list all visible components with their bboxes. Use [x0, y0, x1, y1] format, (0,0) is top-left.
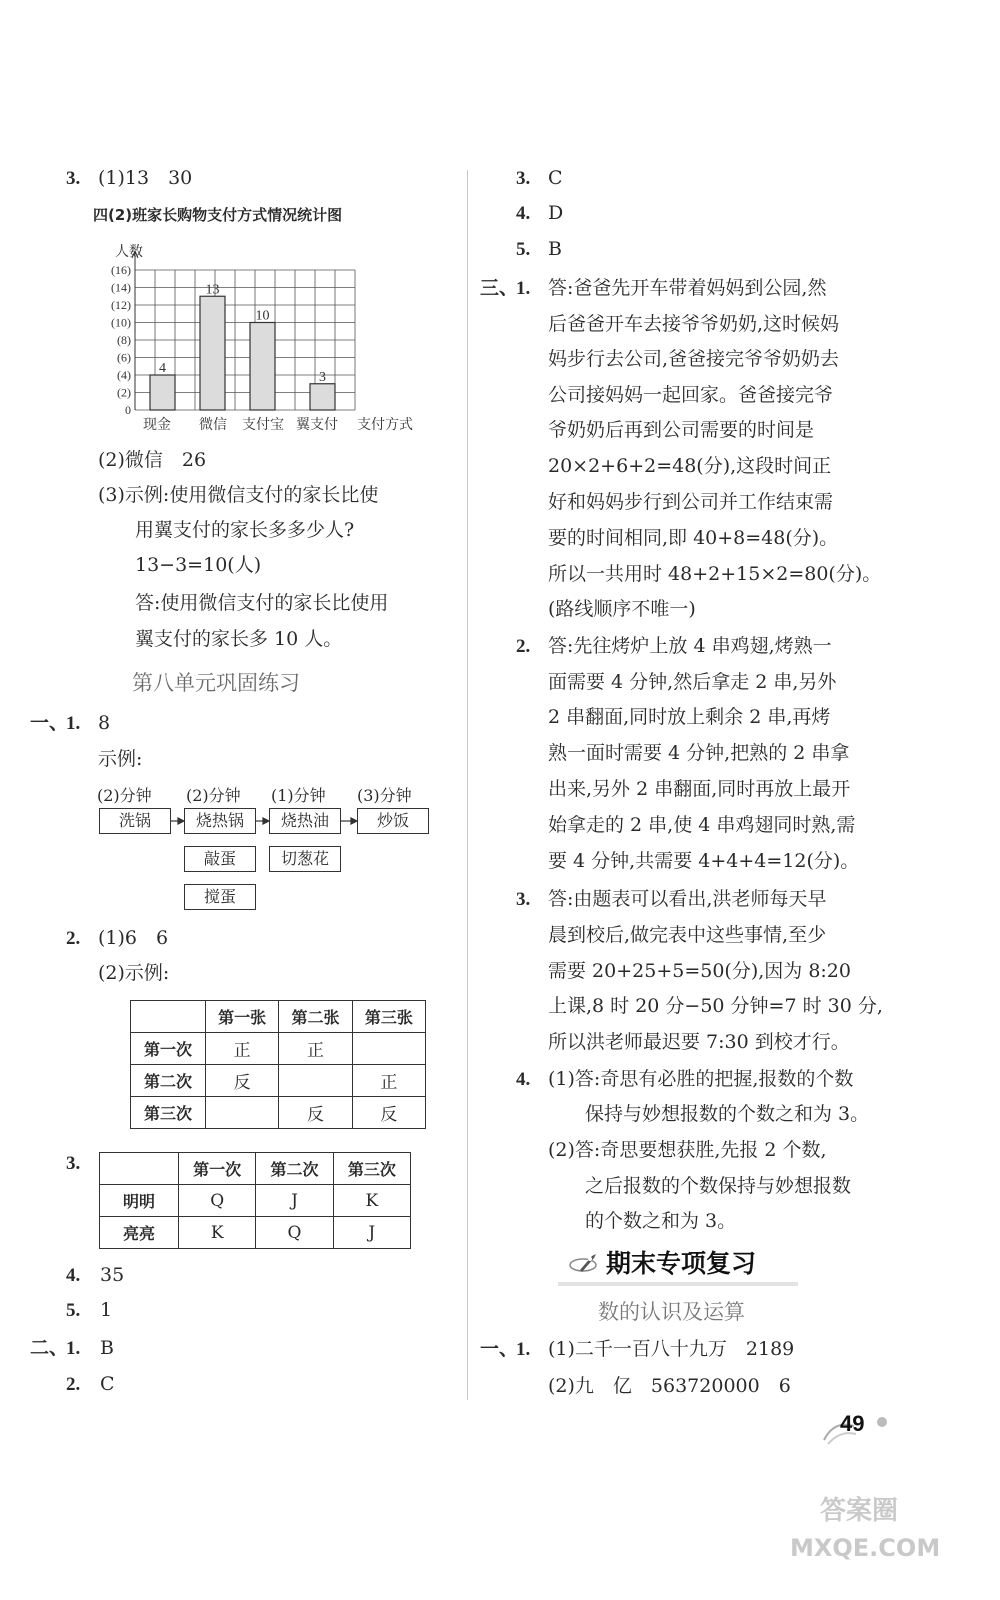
flow-step-chop-scallion: 切葱花	[269, 846, 341, 872]
table-header: 第一张	[206, 1001, 279, 1033]
table-cell	[131, 1001, 206, 1033]
section-banner: 期末专项复习	[606, 1249, 757, 1278]
question-2-example-label: (2)示例:	[98, 962, 170, 984]
table-cell	[100, 1153, 179, 1185]
right-question-5-number: 5.	[516, 239, 531, 260]
column-divider	[467, 170, 468, 1400]
table-row	[131, 1097, 426, 1129]
rocket-icon	[568, 1248, 604, 1278]
question-3-part-3-line-2: 用翼支付的家长多多少人?	[135, 519, 355, 541]
right-question-3-number: 3.	[516, 168, 531, 189]
section-1-prefix: 一、	[30, 713, 69, 734]
table-cell: Q	[256, 1217, 333, 1249]
answer-3-line-2: 晨到校后,做完表中这些事情,至少	[548, 924, 827, 946]
section-2-question-2-number: 2.	[66, 1374, 81, 1395]
flow-time-label-3: (1)分钟	[271, 786, 326, 805]
answer-1-line-9: 所以一共用时 48+2+15×2=80(分)。	[548, 563, 882, 585]
answer-4-line-1: (1)答:奇思有必胜的把握,报数的个数	[548, 1068, 854, 1090]
section-subtitle: 数的认识及运算	[598, 1300, 745, 1324]
final-section-prefix: 一、	[480, 1339, 519, 1360]
chart-y-label: 人数	[115, 244, 143, 260]
chart-y-tick-label: (10)	[111, 315, 131, 330]
answer-3-line-3: 需要 20+25+5=50(分),因为 8:20	[548, 960, 851, 982]
section-2-question-1-number: 1.	[66, 1338, 81, 1359]
table-cell: Q	[179, 1185, 256, 1217]
flow-step-crack-egg: 敲蛋	[184, 846, 256, 872]
chart-x-label: 支付方式	[357, 417, 413, 433]
unit-title: 第八单元巩固练习	[132, 671, 300, 695]
question-2-number: 2.	[66, 928, 81, 949]
answer-2-line-3: 2 串翻面,同时放上剩余 2 串,再烤	[548, 706, 831, 728]
flow-time-label-2: (2)分钟	[186, 786, 241, 805]
question-2-answer: (1)6 6	[98, 927, 169, 949]
chart-data-label: 3	[319, 369, 326, 385]
chart-data-label: 10	[255, 308, 270, 324]
chart-data-label: 4	[159, 361, 166, 376]
final-question-1-line-1: (1)二千一百八十九万 2189	[548, 1338, 795, 1360]
chart-data-label: 13	[205, 282, 220, 298]
chart-title: 四(2)班家长购物支付方式情况统计图	[93, 206, 343, 224]
answer-4-line-4: 之后报数的个数保持与妙想报数	[585, 1175, 852, 1197]
flow-time-label-1: (2)分钟	[97, 786, 152, 805]
right-question-4-answer: D	[548, 202, 564, 224]
chart-x-tick-label: 微信	[199, 417, 227, 433]
answer-1-line-6: 20×2+6+2=48(分),这段时间正	[548, 455, 832, 477]
flow-time-label-4: (3)分钟	[357, 786, 412, 805]
table-row	[131, 1001, 426, 1033]
table-cell	[279, 1065, 352, 1097]
question-1-number: 1.	[66, 713, 81, 734]
question-3-part-2: (2)微信 26	[98, 449, 207, 471]
question-3-part-3-line-3: 13−3=10(人)	[135, 554, 262, 576]
chart-x-tick-label: 支付宝	[242, 417, 284, 433]
chart-y-tick-label: (14)	[111, 280, 131, 295]
answer-1-line-8: 要的时间相同,即 40+8=48(分)。	[548, 527, 839, 549]
answer-3-line-1: 答:由题表可以看出,洪老师每天早	[548, 888, 827, 910]
flow-step-beat-egg: 搅蛋	[184, 884, 256, 910]
table-cell: 反	[279, 1097, 352, 1129]
answer-2-line-6: 始拿走的 2 串,使 4 串鸡翅同时熟,需	[548, 814, 856, 836]
table-cell: K	[179, 1217, 256, 1249]
answer-1-number: 1.	[516, 278, 531, 299]
question-3-answer: (1)13 30	[98, 167, 193, 189]
section-2-question-1-answer: B	[100, 1337, 114, 1359]
question-4-number: 4.	[66, 1265, 81, 1286]
question-1-example-label: 示例:	[98, 748, 143, 770]
question-1-answer: 8	[98, 712, 111, 734]
chart-y-tick-label: (2)	[117, 385, 131, 400]
final-question-1-line-2: (2)九 亿 563720000 6	[548, 1375, 791, 1397]
answer-2-number: 2.	[516, 636, 531, 657]
table-row	[131, 1033, 426, 1065]
section-2-prefix: 二、	[30, 1338, 69, 1359]
table-cell: 正	[279, 1033, 352, 1065]
flow-step-wash-pot: 洗锅	[99, 808, 171, 834]
flow-arrows	[0, 0, 470, 920]
section-3-prefix: 三、	[480, 278, 519, 299]
answer-4-line-5: 的个数之和为 3。	[585, 1210, 737, 1232]
answer-2-line-7: 要 4 分钟,共需要 4+4+4=12(分)。	[548, 850, 860, 872]
answer-4-number: 4.	[516, 1069, 531, 1090]
table-row	[131, 1065, 426, 1097]
answer-4-line-2: 保持与妙想报数的个数之和为 3。	[585, 1103, 870, 1125]
table-cell	[352, 1033, 425, 1065]
question-4-answer: 35	[100, 1264, 125, 1286]
question-3-number: 3.	[66, 168, 81, 189]
flow-step-fry-rice: 炒饭	[357, 808, 429, 834]
coin-table	[130, 1000, 426, 1129]
answer-2-line-4: 熟一面时需要 4 分钟,把熟的 2 串拿	[548, 742, 850, 764]
answer-1-line-4: 公司接妈妈一起回家。爸爸接完爷	[548, 384, 834, 406]
banner-underline	[558, 1282, 798, 1286]
question-3b-number: 3.	[66, 1153, 81, 1174]
table-cell: 正	[206, 1033, 279, 1065]
chart-y-tick-label: (4)	[117, 368, 131, 382]
table-header: 第二张	[279, 1001, 352, 1033]
table-cell: 正	[352, 1065, 425, 1097]
question-3-part-3-line-1: (3)示例:使用微信支付的家长比使	[98, 484, 379, 506]
answer-3-number: 3.	[516, 889, 531, 910]
answer-1-line-1: 答:爸爸先开车带着妈妈到公园,然	[548, 277, 827, 299]
table-row	[100, 1153, 411, 1185]
answer-1-line-7: 好和妈妈步行到公司并工作结束需	[548, 491, 834, 513]
chart-x-tick-label: 翼支付	[296, 417, 338, 433]
chart-y-tick-label: (12)	[111, 298, 131, 312]
table-row-header: 第一次	[131, 1033, 206, 1065]
chart-y-tick-label: (8)	[117, 333, 131, 347]
card-table	[99, 1152, 411, 1249]
answer-4-line-3: (2)答:奇思要想获胜,先报 2 个数,	[548, 1139, 827, 1161]
table-header: 第三次	[333, 1153, 410, 1185]
table-cell: 反	[352, 1097, 425, 1129]
watermark-url: MXQE.COM	[790, 1534, 941, 1562]
right-question-5-answer: B	[548, 238, 562, 260]
table-cell: K	[333, 1185, 410, 1217]
section-2-question-2-answer: C	[100, 1373, 115, 1395]
answer-1-line-2: 后爸爸开车去接爷爷奶奶,这时候妈	[548, 313, 840, 335]
table-row-header: 明明	[100, 1185, 179, 1217]
answer-3-line-4: 上课,8 时 20 分−50 分钟=7 时 30 分,	[548, 995, 883, 1017]
chart-y-tick-label: 0	[125, 403, 131, 417]
table-cell: 反	[206, 1065, 279, 1097]
flow-step-heat-oil: 烧热油	[269, 808, 341, 834]
flow-step-heat-pot: 烧热锅	[184, 808, 256, 834]
question-3-part-3-line-5: 翼支付的家长多 10 人。	[135, 628, 343, 650]
table-row-header: 第二次	[131, 1065, 206, 1097]
table-cell: J	[256, 1185, 333, 1217]
watermark-logo: 答案圈	[820, 1496, 899, 1526]
right-question-3-answer: C	[548, 167, 563, 189]
answer-1-line-10: (路线顺序不唯一)	[548, 598, 696, 620]
table-cell: J	[333, 1217, 410, 1249]
question-5-answer: 1	[100, 1299, 113, 1321]
table-cell	[206, 1097, 279, 1129]
table-header: 第三张	[352, 1001, 425, 1033]
answer-2-line-5: 出来,另外 2 串翻面,同时再放上最开	[548, 778, 851, 800]
answer-1-line-3: 妈步行去公司,爸爸接完爷爷奶奶去	[548, 348, 840, 370]
question-3-part-3-line-4: 答:使用微信支付的家长比使用	[135, 592, 389, 614]
answer-2-line-1: 答:先往烤炉上放 4 串鸡翅,烤熟一	[548, 635, 832, 657]
table-row-header: 亮亮	[100, 1217, 179, 1249]
answer-1-line-5: 爷奶奶后再到公司需要的时间是	[548, 419, 815, 441]
table-header: 第二次	[256, 1153, 333, 1185]
answer-3-line-5: 所以洪老师最迟要 7:30 到校才行。	[548, 1031, 850, 1053]
right-question-4-number: 4.	[516, 203, 531, 224]
chart-x-tick-label: 现金	[143, 417, 171, 433]
table-header: 第一次	[179, 1153, 256, 1185]
page-number: 49	[840, 1411, 865, 1436]
chart-y-tick-label: (6)	[117, 350, 131, 365]
table-row	[100, 1185, 411, 1217]
table-row	[100, 1217, 411, 1249]
final-question-1-number: 1.	[516, 1339, 531, 1360]
table-row-header: 第三次	[131, 1097, 206, 1129]
question-5-number: 5.	[66, 1300, 81, 1321]
answer-2-line-2: 面需要 4 分钟,然后拿走 2 串,另外	[548, 671, 837, 693]
chart-y-tick-label: (16)	[111, 263, 131, 277]
